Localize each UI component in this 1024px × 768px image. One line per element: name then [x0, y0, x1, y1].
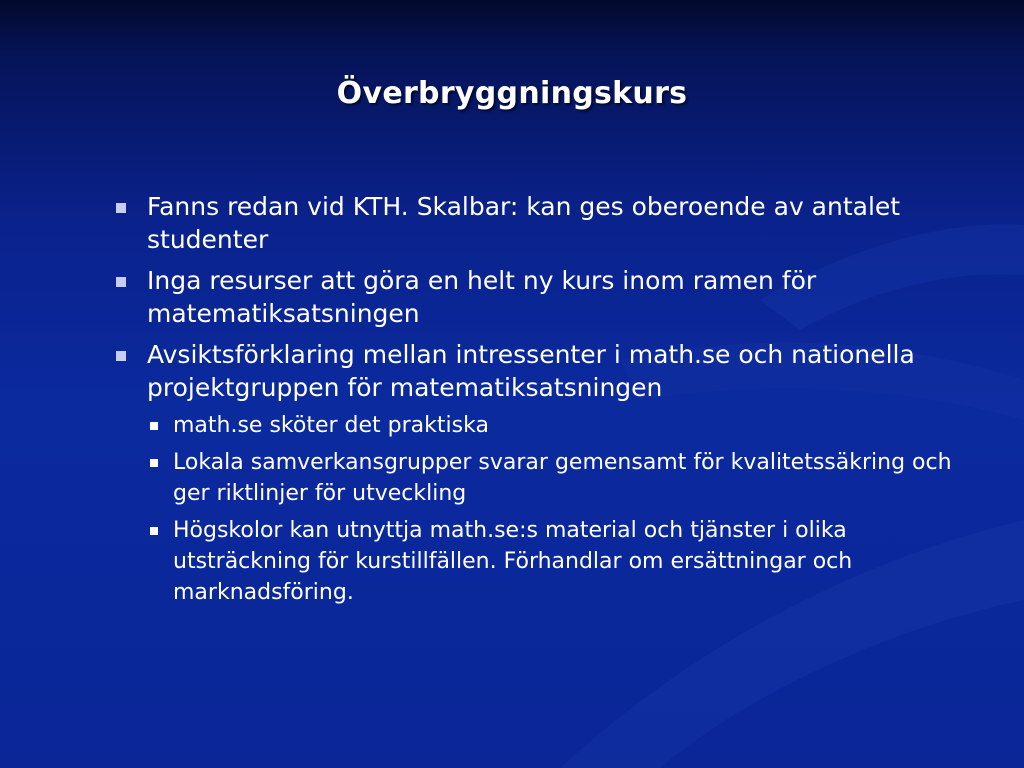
sub-bullet-item [147, 515, 973, 608]
bullet-item [113, 338, 973, 608]
bullet-item [113, 190, 973, 256]
sub-bullet-text: math.se sköter det praktiska [173, 413, 489, 438]
small-square-bullet-icon [150, 459, 158, 467]
sub-bullet-list [147, 410, 973, 608]
sub-bullet-item [147, 410, 973, 441]
bullet-item [113, 264, 973, 330]
square-bullet-icon [116, 351, 126, 361]
bullet-text: Fanns redan vid KTH. Skalbar: kan ges oberoende av antalet studenter [147, 192, 901, 254]
bullet-text: Avsiktsförklaring mellan intressenter i math.se och nationella projektgruppen för matematiksatsningen [147, 340, 915, 402]
small-square-bullet-icon [150, 422, 158, 430]
small-square-bullet-icon [150, 527, 158, 535]
square-bullet-icon [116, 277, 126, 287]
slide-title: Överbryggningskurs [336, 76, 688, 111]
bullet-list [113, 190, 973, 616]
sub-bullet-text: Högskolor kan utnyttja math.se:s material och tjänster i olika utsträckning för kurstillfällen. Förhandlar om ersättningar och marknadsföring. [173, 518, 853, 605]
sub-bullet-item [147, 447, 973, 509]
bullet-text: Inga resurser att göra en helt ny kurs inom ramen för matematiksatsningen [147, 266, 817, 328]
square-bullet-icon [116, 203, 126, 213]
sub-bullet-text: Lokala samverkansgrupper svarar gemensamt för kvalitetssäkring och ger riktlinjer för utveckling [173, 450, 952, 506]
